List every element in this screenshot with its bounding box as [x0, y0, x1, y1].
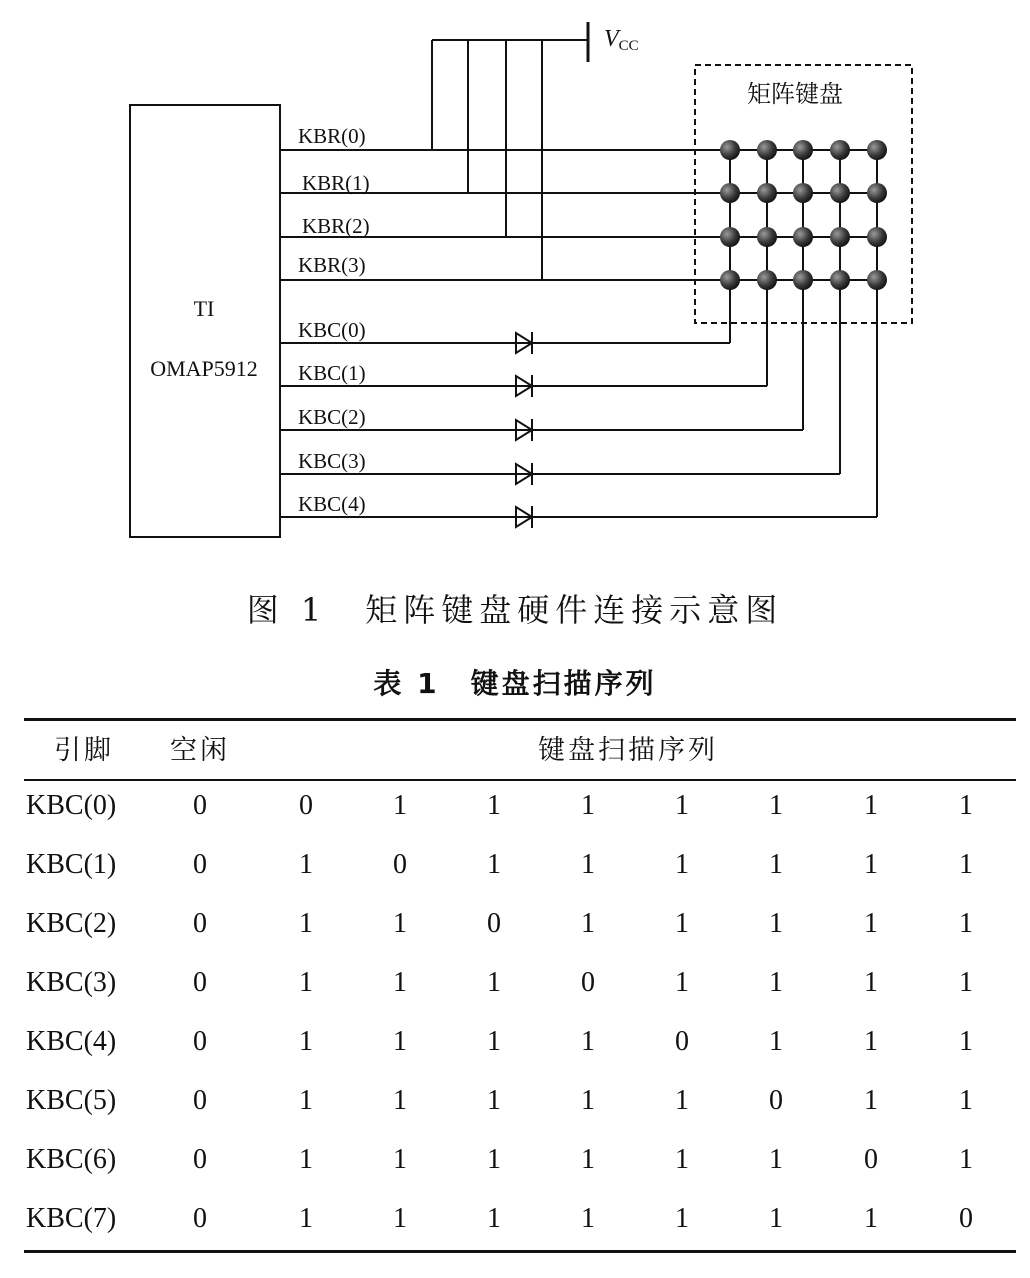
- table-cell: 1: [581, 1085, 595, 1116]
- table-row-pin: KBC(4): [26, 1026, 117, 1057]
- row-line-kbr0: [280, 124, 878, 150]
- table-cell: 0: [193, 849, 207, 880]
- table-cell: 1: [675, 1144, 689, 1175]
- svg-text:KBR(3): KBR(3): [298, 253, 366, 277]
- key-node: [793, 140, 813, 160]
- key-node: [793, 227, 813, 247]
- table-cell: 1: [769, 908, 783, 939]
- table-cell: 1: [299, 1144, 313, 1175]
- table-cell: 1: [675, 908, 689, 939]
- table-cell: 1: [581, 849, 595, 880]
- vcc-supply: [432, 22, 639, 62]
- svg-text:KBC(4): KBC(4): [298, 492, 366, 516]
- table-cell: 1: [299, 967, 313, 998]
- svg-text:KBC(3): KBC(3): [298, 449, 366, 473]
- table-cell: 1: [487, 1026, 501, 1057]
- key-node: [867, 183, 887, 203]
- table-cell: 1: [299, 908, 313, 939]
- table-cell: 1: [864, 790, 878, 821]
- table-cell: 1: [487, 1085, 501, 1116]
- table-cell: 1: [299, 849, 313, 880]
- table-cell: 1: [675, 849, 689, 880]
- table-cell: 0: [675, 1026, 689, 1057]
- table-row-pin: KBC(3): [26, 967, 117, 998]
- key-node: [757, 227, 777, 247]
- table-cell: 1: [769, 967, 783, 998]
- key-node: [830, 183, 850, 203]
- table-cell: 1: [393, 1085, 407, 1116]
- header-sequence: 键盘扫描序列: [538, 735, 718, 766]
- table-cell: 1: [675, 1203, 689, 1234]
- key-node: [720, 227, 740, 247]
- table-cell: 1: [393, 967, 407, 998]
- table-cell: 1: [393, 1144, 407, 1175]
- table-cell: 1: [299, 1085, 313, 1116]
- table-cell: 1: [769, 1144, 783, 1175]
- key-node: [793, 183, 813, 203]
- table-row-pin: KBC(2): [26, 908, 117, 939]
- table-cell: 1: [864, 849, 878, 880]
- key-node: [830, 227, 850, 247]
- vcc-label: VCC: [604, 26, 639, 54]
- table-cell: 1: [675, 967, 689, 998]
- table-cell: 0: [193, 1026, 207, 1057]
- table-cell: 1: [487, 1203, 501, 1234]
- table-cell: 1: [864, 1085, 878, 1116]
- table-cell: 1: [769, 849, 783, 880]
- table-cell: 1: [393, 908, 407, 939]
- table-row-pin: KBC(7): [26, 1203, 117, 1234]
- table-cell: 0: [193, 967, 207, 998]
- table-cell: 1: [769, 1026, 783, 1057]
- table-cell: 1: [959, 1085, 973, 1116]
- omap-chip-block: [130, 105, 280, 537]
- table-cell: 0: [393, 849, 407, 880]
- key-node: [867, 140, 887, 160]
- table-cell: 1: [581, 1026, 595, 1057]
- key-node: [720, 140, 740, 160]
- table-cell: 1: [393, 790, 407, 821]
- table-cell: 1: [393, 1026, 407, 1057]
- key-node: [830, 140, 850, 160]
- key-node: [720, 183, 740, 203]
- col-line-kbc4: [280, 150, 877, 528]
- key-node: [757, 140, 777, 160]
- table-title: 表 1 键盘扫描序列: [373, 667, 657, 700]
- table-cell: 1: [864, 908, 878, 939]
- table-cell: 0: [769, 1085, 783, 1116]
- header-pin: 引脚: [54, 735, 114, 766]
- table-cell: 1: [487, 790, 501, 821]
- table-cell: 1: [769, 790, 783, 821]
- svg-text:KBR(1): KBR(1): [302, 171, 370, 195]
- table-cell: 1: [959, 967, 973, 998]
- table-row-pin: KBC(5): [26, 1085, 117, 1116]
- svg-text:KBR(2): KBR(2): [302, 214, 370, 238]
- svg-text:KBC(0): KBC(0): [298, 318, 366, 342]
- table-cell: 0: [864, 1144, 878, 1175]
- table-cell: 1: [864, 1026, 878, 1057]
- row-line-kbr3: [280, 253, 878, 280]
- table-cell: 1: [581, 1144, 595, 1175]
- table-cell: 1: [864, 967, 878, 998]
- table-cell: 0: [193, 908, 207, 939]
- table-cell: 0: [581, 967, 595, 998]
- chip-label-omap: OMAP5912: [150, 356, 258, 381]
- table-cell: 1: [675, 1085, 689, 1116]
- row-line-kbr2: [280, 214, 878, 238]
- table-cell: 1: [487, 1144, 501, 1175]
- key-node: [757, 183, 777, 203]
- chip-label-ti: TI: [193, 296, 215, 321]
- svg-text:KBC(1): KBC(1): [298, 361, 366, 385]
- table-row-pin: KBC(1): [26, 849, 117, 880]
- table-header-rule: [24, 779, 1016, 781]
- row-line-kbr1: [280, 171, 878, 195]
- table-cell: 1: [487, 849, 501, 880]
- table-cell: 1: [959, 908, 973, 939]
- table-cell: 1: [487, 967, 501, 998]
- table-cell: 0: [193, 1144, 207, 1175]
- table-cell: 0: [299, 790, 313, 821]
- table-cell: 1: [959, 1026, 973, 1057]
- table-cell: 1: [299, 1026, 313, 1057]
- table-cell: 1: [959, 849, 973, 880]
- svg-text:KBC(2): KBC(2): [298, 405, 366, 429]
- table-cell: 1: [864, 1203, 878, 1234]
- header-idle: 空闲: [170, 735, 230, 766]
- table-cell: 0: [487, 908, 501, 939]
- key-node: [793, 270, 813, 290]
- table-cell: 1: [959, 1144, 973, 1175]
- table-cell: 1: [769, 1203, 783, 1234]
- key-node: [720, 270, 740, 290]
- table-cell: 0: [193, 790, 207, 821]
- table-row-pin: KBC(0): [26, 790, 117, 821]
- table-cell: 1: [675, 790, 689, 821]
- table-top-rule: [24, 718, 1016, 721]
- table-cell: 1: [959, 790, 973, 821]
- table-row-pin: KBC(6): [26, 1144, 117, 1175]
- table-cell: 1: [581, 790, 595, 821]
- key-node: [867, 227, 887, 247]
- figure-caption: 图 1 矩阵键盘硬件连接示意图: [246, 591, 784, 629]
- table-cell: 1: [581, 908, 595, 939]
- matrix-keyboard-label: 矩阵键盘: [747, 80, 843, 108]
- table-cell: 1: [299, 1203, 313, 1234]
- table-bottom-rule: [24, 1250, 1016, 1253]
- key-node: [830, 270, 850, 290]
- table-cell: 0: [193, 1203, 207, 1234]
- table-cell: 1: [581, 1203, 595, 1234]
- table-cell: 1: [393, 1203, 407, 1234]
- svg-text:KBR(0): KBR(0): [298, 124, 366, 148]
- keyboard-connection-diagram: [0, 0, 1030, 580]
- key-node: [757, 270, 777, 290]
- key-node: [867, 270, 887, 290]
- table-cell: 0: [193, 1085, 207, 1116]
- table-cell: 0: [959, 1203, 973, 1234]
